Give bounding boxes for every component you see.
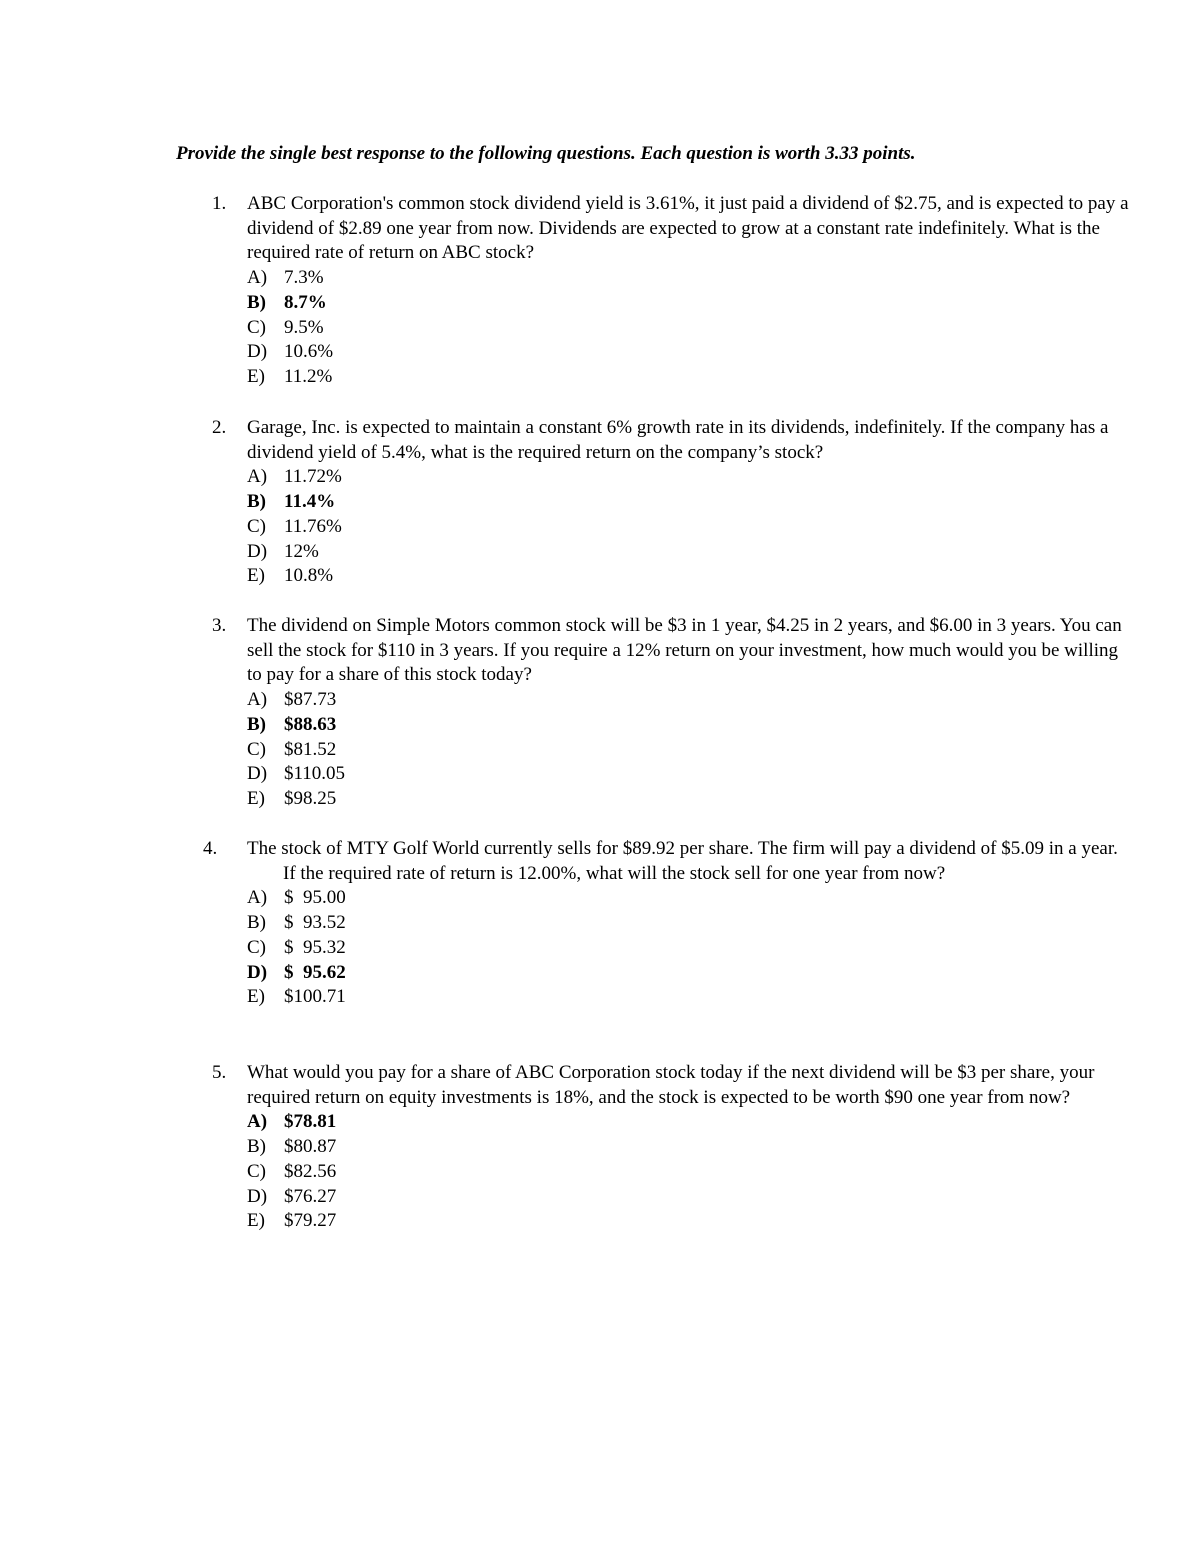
option-letter: E)	[247, 787, 265, 809]
answer-options	[247, 886, 647, 1010]
option-e	[247, 1209, 647, 1234]
question-text: Garage, Inc. is expected to maintain a constant 6% growth rate in its dividends, indefinitely. If the company has a dividend yield of 5.4%, what is the required return on the company’s stock?	[247, 417, 1109, 463]
option-letter: E)	[247, 986, 265, 1008]
option-b-correct	[247, 490, 647, 515]
option-letter: A)	[247, 689, 268, 711]
option-text: 7.3%	[284, 267, 324, 289]
question-number: 5.	[212, 1062, 227, 1083]
option-c	[247, 515, 647, 540]
question-text: The dividend on Simple Motors common stock will be $3 in 1 year, $4.25 in 2 years, and $6.00 in 3 years. You can sell the stock for $110 in 3 years. If you require a 12% return on your investment, how much would you be willing to pay for a share of this stock today?	[247, 615, 1122, 686]
option-text: 12%	[284, 540, 319, 562]
option-text: 10.6%	[284, 341, 334, 363]
option-letter: A)	[247, 887, 268, 909]
option-letter: C)	[247, 1160, 266, 1182]
option-text: $79.27	[284, 1210, 337, 1232]
option-text: 10.8%	[284, 565, 334, 587]
question-text: The stock of MTY Golf World currently sells for $89.92 per share. The firm will pay a dividend of $5.09 in a year. If the required rate of return is 12.00%, what will the stock sell for one year from now?	[247, 838, 1118, 884]
option-letter: B)	[247, 713, 266, 735]
question-number: 2.	[212, 417, 227, 438]
option-letter: B)	[247, 912, 266, 934]
question-number: 3.	[212, 615, 227, 636]
question-number: 4.	[203, 838, 218, 859]
answer-options	[247, 1110, 647, 1234]
option-letter: C)	[247, 936, 266, 958]
option-e	[247, 365, 647, 390]
option-text: 11.4%	[284, 491, 336, 513]
answer-options	[247, 688, 647, 812]
question-1	[0, 192, 1200, 390]
option-text: $ 95.00	[284, 887, 346, 909]
option-text: $88.63	[284, 713, 337, 735]
option-text: 11.2%	[284, 365, 333, 387]
answer-options	[247, 266, 647, 390]
option-text: $ 93.52	[284, 912, 346, 934]
option-text: $100.71	[284, 986, 346, 1008]
option-b	[247, 911, 647, 936]
option-letter: D)	[247, 763, 268, 785]
option-c	[247, 936, 647, 961]
option-b-correct	[247, 291, 647, 316]
option-letter: E)	[247, 365, 265, 387]
instructions-heading: Provide the single best response to the following questions. Each question is worth 3.33 points.	[176, 143, 916, 164]
option-letter: B)	[247, 491, 266, 513]
option-d	[247, 1185, 647, 1210]
option-letter: D)	[247, 1185, 268, 1207]
option-text: $81.52	[284, 738, 337, 760]
option-letter: E)	[247, 1210, 265, 1232]
option-text: $110.05	[284, 763, 346, 785]
option-a	[247, 688, 647, 713]
option-e	[247, 787, 647, 812]
option-text: 11.76%	[284, 515, 342, 537]
question-text: What would you pay for a share of ABC Corporation stock today if the next dividend will be $3 per share, your required return on equity investments is 18%, and the stock is expected to be worth $90 one year from now?	[247, 1062, 1095, 1108]
option-letter: D)	[247, 341, 268, 363]
option-a	[247, 886, 647, 911]
option-text: 8.7%	[284, 291, 327, 313]
option-letter: C)	[247, 738, 266, 760]
option-d	[247, 540, 647, 565]
option-letter: D)	[247, 540, 268, 562]
question-4	[0, 837, 1200, 1010]
option-c	[247, 316, 647, 341]
option-text: 11.72%	[284, 466, 342, 488]
option-d	[247, 762, 647, 787]
option-a-correct	[247, 1110, 647, 1135]
option-d-correct	[247, 961, 647, 986]
option-d	[247, 340, 647, 365]
option-text: $87.73	[284, 689, 337, 711]
option-b-correct	[247, 713, 647, 738]
option-text: 9.5%	[284, 316, 324, 338]
option-text: $98.25	[284, 787, 337, 809]
option-text: $ 95.32	[284, 936, 346, 958]
option-letter: C)	[247, 515, 266, 537]
option-a	[247, 266, 647, 291]
option-text: $78.81	[284, 1111, 337, 1133]
option-c	[247, 1160, 647, 1185]
question-number: 1.	[212, 193, 227, 214]
option-letter: B)	[247, 1136, 266, 1158]
question-5	[0, 1061, 1200, 1234]
question-3	[0, 614, 1200, 812]
option-a	[247, 465, 647, 490]
question-2	[0, 416, 1200, 589]
option-letter: A)	[247, 466, 268, 488]
option-b	[247, 1135, 647, 1160]
option-text: $ 95.62	[284, 961, 346, 983]
option-e	[247, 564, 647, 589]
option-letter: E)	[247, 565, 265, 587]
option-letter: A)	[247, 1111, 268, 1133]
option-letter: C)	[247, 316, 266, 338]
option-e	[247, 985, 647, 1010]
option-text: $76.27	[284, 1185, 337, 1207]
option-letter: B)	[247, 291, 266, 313]
option-letter: A)	[247, 267, 268, 289]
answer-options	[247, 465, 647, 589]
option-letter: D)	[247, 961, 268, 983]
question-text: ABC Corporation's common stock dividend yield is 3.61%, it just paid a dividend of $2.75, and is expected to pay a dividend of $2.89 one year from now. Dividends are expected to grow at a constant rate indefinitely. What is the required rate of return on ABC stock?	[247, 193, 1129, 264]
option-text: $82.56	[284, 1160, 337, 1182]
option-text: $80.87	[284, 1136, 337, 1158]
option-c	[247, 738, 647, 763]
